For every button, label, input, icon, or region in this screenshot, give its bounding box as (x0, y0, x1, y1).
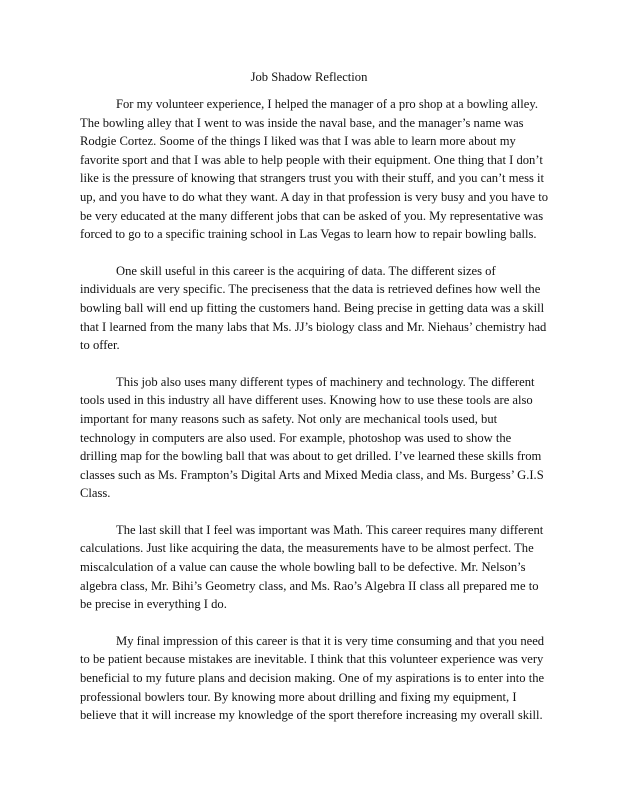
paragraph-2: One skill useful in this career is the acquiring of data. The different sizes of individuals are very specific. The preciseness that the data is retrieved defines how well the bowling ball will end up fitting the customers hand. Being precise in getting data was a skill that I learned from the many labs that Ms. JJ’s biology class and Mr. Niehaus’ chemistry had to offer. (80, 263, 547, 353)
document-title: Job Shadow Reflection (250, 70, 368, 84)
paragraph-3: This job also uses many different types of machinery and technology. The different tools used in this industry all have different uses. Knowing how to use these tools are also important for many reasons such as safety. Not only are mechanical tools used, but technology in computers are also used. For example, photoshop was used to show the drilling map for the bowling ball that was about to get drilled. I’ve learned these skills from classes such as Ms. Frampton’s Digital Arts and Mixed Media class, and Ms. Burgess’ G.I.S Class. (80, 374, 544, 501)
paragraph-5: My final impression of this career is that it is very time consuming and that you need to be patient because mistakes are inevitable. I think that this volunteer experience was very beneficial to my future plans and decision making. One of my aspirations is to enter into the professional bowlers tour. By knowing more about drilling and fixing my equipment, I believe that it will increase my knowledge of the sport therefore increasing my overall skill. (80, 633, 545, 723)
paragraph-1: For my volunteer experience, I helped the manager of a pro shop at a bowling alley. The bowling alley that I went to was inside the naval base, and the manager’s name was Rodgie Cortez. Soome of the things I liked was that I was able to learn more about my favorite sport and that I was able to help people with their equipment. One thing that I don’t like is the pressure of knowing that strangers trust you with their stuff, and you can’t mess it up, and you have to do what they want. A day in that profession is very busy and you have to be very educated at the many different jobs that can be asked of you. My representative was forced to go to a specific training school in Las Vegas to learn how to repair bowling balls. (80, 97, 548, 242)
paragraph-4: The last skill that I feel was important was Math. This career requires many different calculations. Just like acquiring the data, the measurements have to be almost perfect. The miscalculation of a value can cause the whole bowling ball to be defective. Mr. Nelson’s algebra class, Mr. Bihi’s Geometry class, and Ms. Rao’s Algebra II class all prepared me to be precise in everything I do. (80, 522, 544, 612)
document-body (80, 95, 549, 743)
